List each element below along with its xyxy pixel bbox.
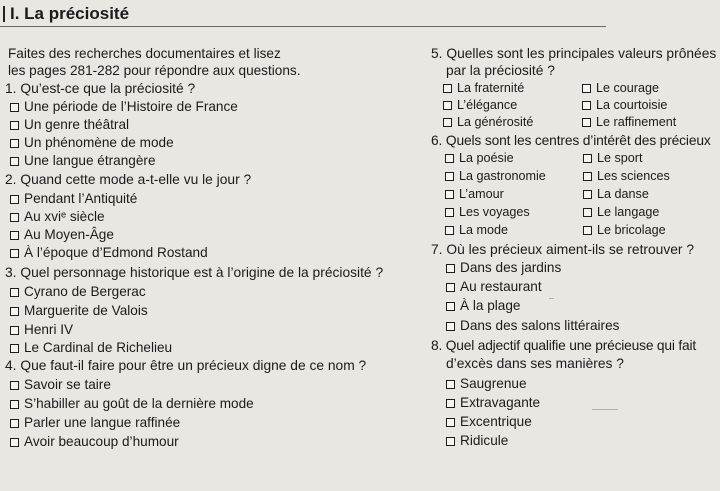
question-1: 1. Qu’est-ce que la préciosité ? [5, 81, 196, 96]
checkbox[interactable] [10, 381, 19, 390]
option-label: Cyrano de Bergerac [24, 284, 146, 299]
checkbox[interactable] [446, 399, 455, 408]
q5-option[interactable] [443, 114, 533, 130]
option-label: Une langue étrangère [24, 153, 156, 168]
option-label: La danse [597, 187, 649, 201]
checkbox[interactable] [583, 172, 592, 181]
intro-line-1: Faites des recherches documentaires et lisez [8, 46, 281, 61]
checkbox[interactable] [10, 121, 19, 130]
checkbox[interactable] [10, 400, 19, 409]
option-label: Le raffinement [596, 115, 677, 129]
option-label: Ridicule [460, 433, 509, 448]
question-6: 6. Quels sont les centres d’intérêt des précieux [431, 133, 711, 148]
q5-option[interactable] [582, 97, 667, 113]
question-4: 4. Que faut-il faire pour être un précieux digne de ce nom ? [5, 358, 367, 373]
q4-option[interactable] [10, 396, 254, 412]
q2-option[interactable] [10, 209, 105, 225]
checkbox[interactable] [10, 288, 19, 297]
checkbox[interactable] [583, 154, 592, 163]
q5-option[interactable] [443, 80, 524, 96]
option-label: Au restaurant [460, 279, 542, 294]
q6-option[interactable] [445, 204, 530, 220]
checkbox[interactable] [10, 438, 19, 447]
q6-option[interactable] [583, 204, 659, 220]
option-label: Au xviᵉ siècle [24, 209, 105, 224]
checkbox[interactable] [445, 226, 454, 235]
option-label: Extravagante [460, 395, 541, 410]
option-label: La courtoisie [596, 98, 668, 112]
option-label: Le bricolage [597, 223, 666, 237]
q5-option[interactable] [582, 114, 676, 130]
checkbox[interactable] [583, 208, 592, 217]
pencil-smudge [592, 409, 618, 410]
q7-option[interactable] [446, 260, 561, 276]
q5-option[interactable] [582, 80, 659, 96]
checkbox[interactable] [582, 118, 591, 127]
option-label: Le langage [597, 205, 660, 219]
checkbox[interactable] [10, 231, 19, 240]
checkbox[interactable] [446, 380, 455, 389]
option-label: Les sciences [597, 169, 670, 183]
option-label: Dans des jardins [460, 260, 562, 275]
option-label: Excentrique [460, 414, 532, 429]
q1-option[interactable] [10, 135, 174, 151]
q7-option[interactable] [446, 298, 520, 314]
checkbox[interactable] [10, 344, 19, 353]
checkbox[interactable] [10, 213, 19, 222]
checkbox[interactable] [446, 418, 455, 427]
question-5-line-1: 5. Quelles sont les principales valeurs prônées [431, 46, 717, 61]
title-rule [3, 6, 5, 22]
checkbox[interactable] [443, 84, 452, 93]
checkbox[interactable] [10, 139, 19, 148]
option-label: Dans des salons littéraires [460, 318, 620, 333]
option-label: Marguerite de Valois [24, 303, 148, 318]
option-label: S’habiller au goût de la dernière mode [24, 396, 254, 411]
q3-option[interactable] [10, 303, 148, 319]
option-label: Une période de l’Histoire de France [24, 99, 238, 114]
checkbox[interactable] [445, 190, 454, 199]
checkbox[interactable] [10, 195, 19, 204]
option-label: Le courage [596, 81, 660, 95]
q6-option[interactable] [445, 186, 504, 202]
q2-option[interactable] [10, 245, 208, 261]
q3-option[interactable] [10, 284, 146, 300]
q4-option[interactable] [10, 415, 180, 431]
option-label: Saugrenue [460, 376, 527, 391]
option-label: Un phénomène de mode [24, 135, 174, 150]
question-8-line-2: d’excès dans ses manières ? [446, 356, 624, 371]
checkbox[interactable] [10, 307, 19, 316]
option-label: Parler une langue raffinée [24, 415, 181, 430]
checkbox[interactable] [10, 249, 19, 258]
question-7: 7. Où les précieux aiment-ils se retrouver ? [431, 242, 695, 257]
checkbox[interactable] [10, 103, 19, 112]
checkbox[interactable] [10, 326, 19, 335]
checkbox[interactable] [10, 419, 19, 428]
option-label: À la plage [460, 298, 521, 313]
q6-option[interactable] [583, 222, 666, 238]
option-label: Henri IV [24, 322, 74, 337]
q6-option[interactable] [445, 222, 508, 238]
q3-option[interactable] [10, 322, 73, 338]
question-3: 3. Quel personnage historique est à l’origine de la préciosité ? [5, 265, 384, 280]
q1-option[interactable] [10, 99, 238, 115]
option-label: La générosité [457, 115, 534, 129]
checkbox[interactable] [446, 322, 455, 331]
option-label: Un genre théâtral [24, 117, 130, 132]
checkbox[interactable] [443, 101, 452, 110]
q8-option[interactable] [446, 414, 532, 430]
pencil-smudge [549, 298, 554, 299]
q2-option[interactable] [10, 227, 114, 243]
q1-option[interactable] [10, 117, 129, 133]
option-label: Le Cardinal de Richelieu [24, 340, 173, 355]
q8-option[interactable] [446, 395, 540, 411]
option-label: La fraternité [457, 81, 525, 95]
q8-option[interactable] [446, 433, 508, 449]
q6-option[interactable] [583, 186, 649, 202]
checkbox[interactable] [582, 101, 591, 110]
option-label: Le sport [597, 151, 643, 165]
q4-option[interactable] [10, 434, 179, 450]
checkbox[interactable] [583, 226, 592, 235]
question-5-line-2: par la préciosité ? [446, 63, 555, 78]
checkbox[interactable] [446, 264, 455, 273]
option-label: La mode [459, 223, 509, 237]
checkbox[interactable] [443, 118, 452, 127]
option-label: Les voyages [459, 205, 530, 219]
checkbox[interactable] [10, 157, 19, 166]
checkbox[interactable] [582, 84, 591, 93]
q6-option[interactable] [583, 168, 670, 184]
option-label: Au Moyen-Âge [24, 227, 114, 242]
q3-option[interactable] [10, 340, 172, 356]
title-bar [0, 2, 606, 27]
checkbox[interactable] [446, 437, 455, 446]
q4-option[interactable] [10, 377, 111, 393]
q6-option[interactable] [445, 150, 514, 166]
section-title: I. La préciosité [10, 4, 130, 23]
checkbox[interactable] [583, 190, 592, 199]
q5-option[interactable] [443, 97, 517, 113]
question-2: 2. Quand cette mode a-t-elle vu le jour ? [5, 172, 252, 187]
q6-option[interactable] [583, 150, 643, 166]
option-label: L’élégance [457, 98, 518, 112]
option-label: Savoir se taire [24, 377, 111, 392]
option-label: Avoir beaucoup d’humour [24, 434, 179, 449]
checkbox[interactable] [445, 154, 454, 163]
option-label: La poésie [459, 151, 514, 165]
q6-option[interactable] [445, 168, 546, 184]
option-label: À l’époque d’Edmond Rostand [24, 245, 208, 260]
option-label: L’amour [459, 187, 504, 201]
checkbox[interactable] [446, 283, 455, 292]
q8-option[interactable] [446, 376, 527, 392]
option-label: Pendant l’Antiquité [24, 191, 138, 206]
checkbox[interactable] [445, 172, 454, 181]
q2-option[interactable] [10, 191, 137, 207]
q7-option[interactable] [446, 279, 542, 295]
q7-option[interactable] [446, 318, 619, 334]
intro-line-2: les pages 281-282 pour répondre aux questions. [8, 63, 301, 78]
checkbox[interactable] [445, 208, 454, 217]
question-8-line-1: 8. Quel adjectif qualifie une précieuse qui fait [431, 338, 696, 353]
q1-option[interactable] [10, 153, 156, 169]
option-label: La gastronomie [459, 169, 546, 183]
checkbox[interactable] [446, 302, 455, 311]
